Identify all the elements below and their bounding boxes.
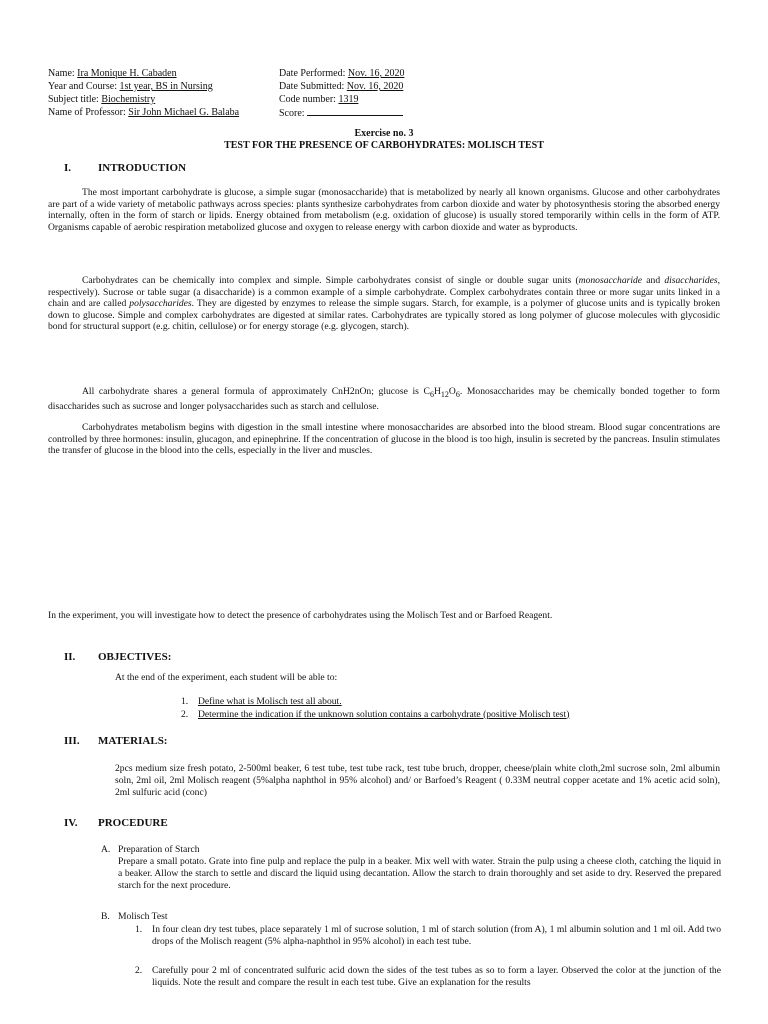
title-block bbox=[0, 128, 768, 152]
objective-text: Define what is Molisch test all about. bbox=[198, 696, 342, 707]
score-label: Score: bbox=[279, 108, 305, 119]
objectives-lead: At the end of the experiment, each student will be able to: bbox=[115, 672, 338, 683]
term-monosaccharide: monosaccharide bbox=[578, 275, 643, 286]
name-row bbox=[48, 67, 273, 80]
molisch-step-2: 2. Carefully pour 2 ml of concentrated sulfuric acid down the sides of the test tubes as so to form a layer. Observed the color at the junction of the liquids. Note the result and compare the result in each test tube. Give an explanation for the results bbox=[135, 965, 721, 988]
exercise-number: Exercise no. 3 bbox=[354, 128, 414, 139]
procedure-section-a bbox=[101, 844, 721, 892]
molisch-step-1: 1. In four clean dry test tubes, place separately 1 ml of sucrose solution, 1 ml of starch solution (from A), 1 ml albumin solution and 1 ml oil. Add two drops of the Molisch reagent (5% alpha-naphthol in 95% alcohol) in each test tube. bbox=[135, 924, 721, 947]
subject-label: Subject title: bbox=[48, 94, 99, 105]
professor-value: Sir John Michael G. Balaba bbox=[128, 107, 240, 118]
objective-item: 1. Define what is Molisch test all about. bbox=[181, 696, 342, 707]
subject-value: Biochemistry bbox=[101, 94, 156, 105]
materials-title: MATERIALS: bbox=[98, 735, 168, 747]
term-polysaccharides: polysaccharides bbox=[129, 298, 192, 310]
materials-text: 2pcs medium size fresh potato, 2-500ml beaker, 6 test tube, test tube rack, test tube bruch, dropper, cheese/plain white cloth,2ml sucrose soln, 2ml albumin soln, 2ml oil, 2ml Molisch reagent (5%alpha naphthol in 95% alcohol) and/ or Barfoed’s Reagent ( 0.33M neutral copper acetate and 1% acetic acid soln), 2ml sulfuric acid (conc) bbox=[115, 763, 720, 798]
score-blank bbox=[307, 106, 403, 116]
submitted-value: Nov. 16, 2020 bbox=[346, 81, 404, 92]
section-a-title: A. Preparation of Starch bbox=[101, 844, 200, 855]
performed-value: Nov. 16, 2020 bbox=[347, 68, 405, 79]
submitted-row bbox=[279, 80, 529, 93]
professor-row bbox=[48, 106, 273, 119]
intro-paragraph-4: Carbohydrates metabolism begins with digestion in the small intestine where monosaccharides are absorbed into the blood stream. Blood sugar concentrations are controlled by three hormones: insulin, glucagon, and epinephrine. If the concentration of glucose in the blood is too high, insulin is secreted by the pancreas. Insulin stimulates the transfer of glucose in the blood into the cells, especially in the liver and muscles. bbox=[48, 422, 720, 457]
exercise-info bbox=[279, 67, 529, 120]
materials-number: III. bbox=[64, 735, 80, 747]
intro-paragraph-5: In the experiment, you will investigate how to detect the presence of carbohydrates using the Molisch Test and or Barfoed Reagent. bbox=[48, 610, 553, 621]
intro-title: INTRODUCTION bbox=[98, 162, 187, 174]
term-disaccharides: disaccharides bbox=[664, 275, 718, 286]
procedure-section-b bbox=[101, 911, 721, 923]
name-label: Name: bbox=[48, 68, 75, 79]
year-row bbox=[48, 80, 273, 93]
year-value: 1st year, BS in Nursing bbox=[119, 81, 213, 92]
submitted-label: Date Submitted: bbox=[279, 81, 345, 92]
code-value: 1319 bbox=[338, 94, 359, 105]
professor-label: Name of Professor: bbox=[48, 107, 126, 118]
intro-paragraph-3: All carbohydrate shares a general formula of approximately CnH2nOn; glucose is $C_6H_{12}O_6$. Monosaccharides may be chemically bonded together to form disaccharides such as sucrose and longer polysaccharides such as starch and cellulose. bbox=[48, 386, 720, 412]
intro-paragraph-2: Carbohydrates can be chemically into complex and simple. Simple carbohydrates consist of single or double sugar units (monosaccharide and disaccharides, respectively). Sucrose or table sugar (a disaccharide) is a common example of a simple carbohydrate. Complex carbohydrates contain three or more sugar units linked in a chain and are called polysaccharides. They are digested by enzymes to release the simple sugars. Starch, for example, is a polymer of glucose units and is typically broken down to glucose. Simple and complex carbohydrates are digested at similar rates. Carbohydrates are typically stored as long polymer of glucose molecules with glycosidic bond for structural support (e.g. chitin, cellulose) or for energy storage (e.g. glycogen, starch). bbox=[48, 275, 721, 333]
code-label: Code number: bbox=[279, 94, 336, 105]
objective-text: Determine the indication if the unknown solution contains a carbohydrate (positive Molisch test) bbox=[198, 708, 570, 720]
procedure-number: IV. bbox=[64, 817, 78, 829]
student-info bbox=[48, 67, 273, 119]
performed-label: Date Performed: bbox=[279, 68, 346, 79]
objectives-title: OBJECTIVES: bbox=[98, 651, 172, 663]
subject-row bbox=[48, 93, 273, 106]
code-row bbox=[279, 93, 529, 106]
intro-paragraph-1: The most important carbohydrate is glucose, a simple sugar (monosaccharide) that is metabolized by nearly all known organisms. Glucose and other carbohydrates are part of a wide variety of metabolic pathways across species: plants synthesize carbohydrates from carbon dioxide and water by photosynthesis storing the absorbed energy internally, often in the form of starch or lipids. Energy obtained from metabolism (e.g. oxidation of glucose) is usually stored temporarily within cells in the form of ATP. Organisms capable of aerobic respiration metabolized glucose and oxygen to release energy with carbon dioxide and water as byproducts. bbox=[48, 187, 720, 233]
year-label: Year and Course: bbox=[48, 81, 117, 92]
objectives-number: II. bbox=[64, 651, 76, 663]
performed-row bbox=[279, 67, 529, 80]
procedure-title: PROCEDURE bbox=[98, 817, 168, 829]
intro-number: I. bbox=[64, 162, 72, 174]
score-row bbox=[279, 106, 529, 120]
section-b-title: B. Molisch Test bbox=[101, 911, 168, 922]
page-title: TEST FOR THE PRESENCE OF CARBOHYDRATES: MOLISCH TEST bbox=[224, 140, 544, 151]
name-value: Ira Monique H. Cabaden bbox=[77, 68, 177, 79]
objective-item: 2. Determine the indication if the unknown solution contains a carbohydrate (positive Molisch test) bbox=[181, 708, 570, 720]
section-a-text: Prepare a small potato. Grate into fine pulp and replace the pulp in a beaker. Mix well with water. Strain the pulp using a cheese cloth, catching the liquid in a beaker. Allow the starch to settle and discard the liquid using decantation. Allow the starch to drain thoroughly and set aside to dry. Reserved the prepared starch for the next procedure. bbox=[118, 856, 721, 891]
objectives-list bbox=[181, 696, 721, 721]
